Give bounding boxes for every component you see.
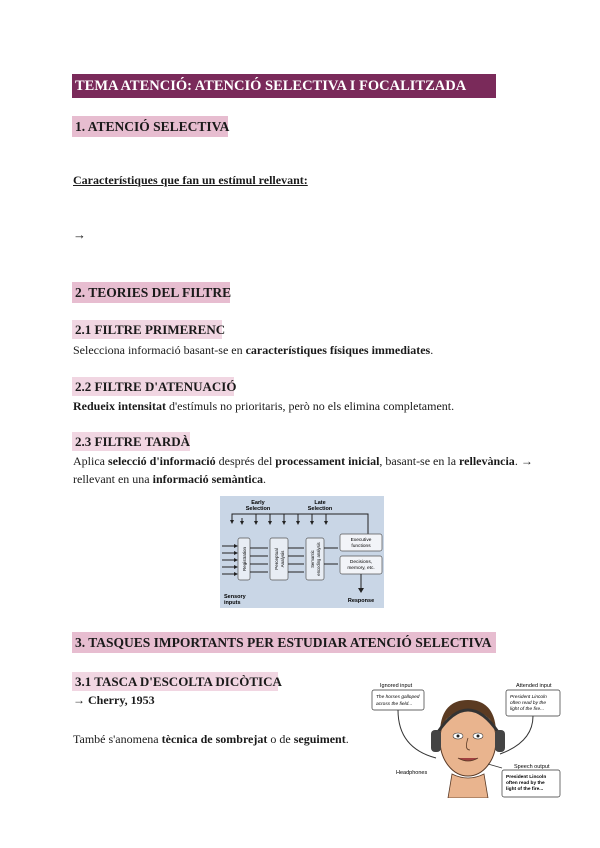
decisions-label-1: Decisions, [349, 560, 373, 565]
section-2-heading: 2. TEORIES DEL FILTRE [72, 282, 230, 303]
right-earcup [495, 730, 505, 752]
section-1-heading: 1. ATENCIÓ SELECTIVA [72, 116, 228, 137]
early-selection-label-2: Selection [245, 506, 271, 512]
late-selection-label-2: Selection [307, 506, 333, 512]
paragraph-2-3-line-2: rellevant en una informació semàntica. [73, 472, 266, 486]
sensory-inputs-label-1: Sensory [224, 594, 246, 600]
attended-text-2: often read by the [510, 701, 547, 706]
ignored-input-box [372, 690, 424, 710]
relevant-stimulus-subheading: Característiques que fan un estímul rellevant: [73, 173, 308, 187]
left-earcup [431, 730, 441, 752]
subsection-2-3-heading: 2.3 FILTRE TARDÀ [72, 432, 190, 451]
dichotic-listening-illustration [368, 678, 562, 798]
headphones-label: Headphones [396, 770, 428, 776]
ignored-input-label: Ignored input [380, 683, 413, 689]
paragraph-2-2: Redueix intensitat d'estímuls no prioritaris, però no els elimina completament. [73, 399, 455, 413]
subsection-2-1-heading: 2.1 FILTRE PRIMERENC [72, 320, 222, 339]
semantic-label-2: encoding analysis [316, 542, 321, 576]
arrow-bullet: → [73, 227, 86, 242]
perceptual-label-2: Analysis [280, 550, 285, 568]
response-label: Response [347, 598, 375, 604]
ignored-text-1: The horses galloped [376, 695, 420, 700]
semantic-label-1: Semantic [310, 550, 315, 568]
speech-text-2: often read by the [506, 781, 545, 786]
filter-theory-diagram [220, 496, 384, 608]
registration-label: Registration [242, 546, 247, 572]
decisions-memory-box [340, 556, 382, 574]
sensory-inputs-label-2: inputs [224, 600, 241, 606]
perceptual-label-1: Perceptual [274, 548, 279, 570]
left-cord [398, 710, 436, 758]
early-selection-label-1: Early [251, 500, 265, 506]
decisions-label-2: memory, etc. [347, 566, 375, 571]
attended-text-1: President Lincoln [510, 695, 547, 700]
document-title: TEMA ATENCIÓ: ATENCIÓ SELECTIVA I FOCALITZADA [72, 74, 496, 98]
paragraph-3-1: També s'anomena tècnica de sombrejat o de seguiment. [73, 732, 349, 746]
subsection-3-1-heading: 3.1 TASCA D'ESCOLTA DICÒTICA [72, 672, 278, 691]
late-selection-label-1: Late [314, 500, 326, 506]
paragraph-2-3-line-1: Aplica selecció d'informació després del processament inicial, basant-se en la rellevància. → [73, 454, 533, 468]
subsection-2-2-heading: 2.2 FILTRE D'ATENUACIÓ [72, 377, 234, 396]
ignored-text-2: across the field... [376, 702, 413, 707]
neck [448, 774, 488, 798]
executive-label-2: functions [351, 544, 371, 549]
semantic-encoding-box [306, 538, 324, 580]
speech-text-3: light of the fire... [506, 787, 544, 792]
cherry-citation: → Cherry, 1953 [73, 693, 155, 707]
speech-text-1: President Lincoln [506, 775, 547, 780]
executive-label-1: Executive [350, 538, 372, 543]
paragraph-2-1: Selecciona informació basant-se en característiques físiques immediates. [73, 343, 434, 357]
speech-output-label: Speech output [514, 764, 550, 770]
section-3-heading: 3. TASQUES IMPORTANTS PER ESTUDIAR ATENCIÓ SELECTIVA [72, 632, 496, 653]
attended-input-label: Attended input [516, 683, 552, 689]
perceptual-analysis-box [270, 538, 288, 580]
attended-text-3: light of the fire... [510, 707, 545, 712]
